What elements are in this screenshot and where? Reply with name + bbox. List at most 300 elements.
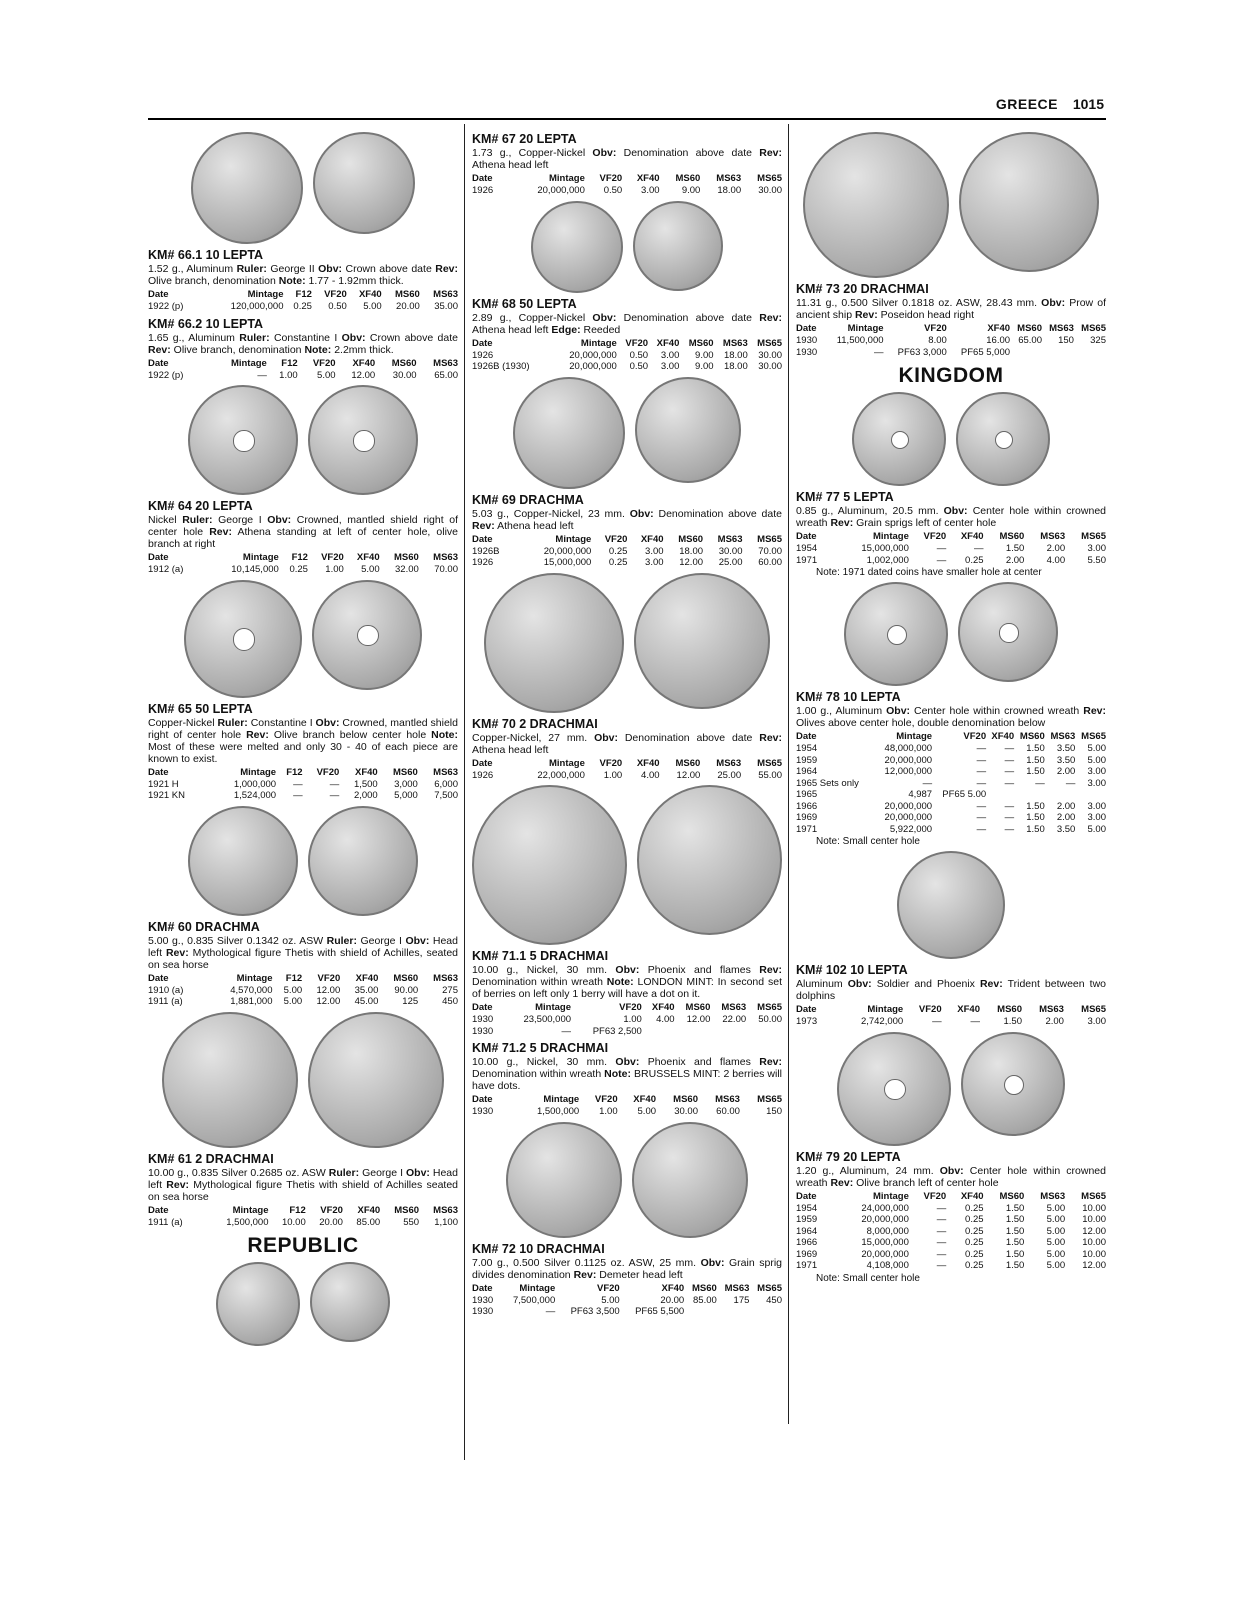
coin-reverse-image xyxy=(637,785,782,935)
table-cell: 30.00 xyxy=(392,369,417,381)
table-row xyxy=(796,743,1106,755)
entry-description xyxy=(148,717,458,765)
price-table xyxy=(796,531,1106,566)
table-cell: — xyxy=(1004,800,1015,812)
field-label: Rev: xyxy=(246,728,269,741)
entry-title: KM# 71.2 5 DRACHMAI xyxy=(472,1041,609,1055)
table-cell: PF65 5,500 xyxy=(635,1306,685,1317)
column-header: MS60 xyxy=(685,1002,711,1013)
field-text: Athena head left xyxy=(472,159,549,171)
entry-note: Note: Small center hole xyxy=(816,1272,920,1284)
column-header: Date xyxy=(796,731,817,742)
table-cell: — xyxy=(329,790,340,801)
entry-title: KM# 69 DRACHMA xyxy=(472,492,584,507)
field-label: Obv: xyxy=(939,1164,964,1177)
catalog-entry xyxy=(796,490,1106,578)
table-cell: 15,000,000 xyxy=(543,557,592,568)
table-cell: 450 xyxy=(766,1294,782,1306)
table-cell: 3.50 xyxy=(1056,823,1076,835)
field-label: Rev: xyxy=(830,517,854,529)
table-cell: 20,000,000 xyxy=(884,800,933,812)
column-header: VF20 xyxy=(963,731,987,742)
table-cell: 70.00 xyxy=(434,564,458,575)
entry-title: KM# 64 20 LEPTA xyxy=(148,499,253,513)
table-cell: 30.00 xyxy=(674,1106,698,1117)
catalog-entry xyxy=(148,702,458,802)
table-cell: 1910 (a) xyxy=(148,984,184,996)
table-cell: 65.00 xyxy=(1018,335,1042,346)
table-row xyxy=(472,1026,782,1038)
table-cell: 18.00 xyxy=(717,185,742,196)
field-text: Prow of ancient ship xyxy=(796,297,1106,321)
table-row xyxy=(148,1217,458,1229)
field-label: Rev: xyxy=(148,343,171,356)
table-cell: — xyxy=(1004,812,1015,823)
table-header-row xyxy=(796,731,1106,743)
table-cell: 1922 (p) xyxy=(148,369,184,381)
table-cell: 2,742,000 xyxy=(860,1016,904,1027)
coin-images xyxy=(796,132,1106,278)
coin-obverse-image xyxy=(897,851,1005,959)
table-cell: 3.00 xyxy=(641,185,660,196)
table-cell: 1.50 xyxy=(1026,743,1045,754)
coin-images xyxy=(796,392,1106,486)
table-row xyxy=(472,1014,782,1026)
coin-reverse-image xyxy=(958,582,1058,682)
table-cell: 1912 (a) xyxy=(148,564,184,575)
column-header: MS63 xyxy=(717,533,743,545)
entry-note: Note: 1971 dated coins have smaller hole at center xyxy=(816,567,1042,578)
column-header: MS65 xyxy=(1081,1190,1106,1202)
column-header: Date xyxy=(472,1094,493,1105)
field-label: Obv: xyxy=(318,263,343,275)
table-row xyxy=(472,185,782,197)
field-text: Trident between two dolphins xyxy=(796,978,1106,1002)
table-cell: PF63 2,500 xyxy=(592,1025,642,1037)
table-cell: 1971 xyxy=(796,1260,818,1271)
table-header-row xyxy=(472,173,782,185)
coin-reverse-image xyxy=(633,201,723,291)
field-text: Phoenix and flames xyxy=(639,1056,760,1068)
table-cell: — xyxy=(936,1248,947,1260)
table-cell: 11,500,000 xyxy=(836,335,884,346)
field-text: BRUSSELS MINT: 2 berries will have dots. xyxy=(472,1068,782,1092)
table-cell: — xyxy=(561,1025,572,1037)
table-row xyxy=(472,557,782,569)
column-header: VF20 xyxy=(320,1204,343,1216)
table-cell: 1,100 xyxy=(434,1216,458,1228)
field-label: Rev: xyxy=(1083,705,1106,717)
table-header-row xyxy=(472,1002,782,1014)
field-text: 10.00 g., Nickel, 30 mm. xyxy=(472,1056,616,1068)
table-cell: 9.00 xyxy=(695,349,714,361)
table-cell: 0.50 xyxy=(603,185,623,196)
table-cell: 4,570,000 xyxy=(230,984,273,996)
column-header: MS63 xyxy=(433,289,458,300)
table-cell: 1965 xyxy=(796,789,818,800)
table-cell: 0.25 xyxy=(608,545,628,557)
table-cell: 5.00 xyxy=(361,564,380,575)
column-header: XF40 xyxy=(636,757,660,769)
field-text: Olive branch left of center hole xyxy=(853,1176,999,1189)
price-table xyxy=(148,552,458,576)
column-header: Mintage xyxy=(548,173,585,184)
table-cell xyxy=(1075,789,1106,801)
table-row xyxy=(796,543,1106,555)
table-cell: 1926 xyxy=(472,349,494,361)
entry-description xyxy=(796,978,1106,1002)
column-header: Mintage xyxy=(872,1190,909,1202)
table-cell: 1911 (a) xyxy=(148,996,183,1007)
column-header: MS60 xyxy=(393,766,418,778)
column-header: MS65 xyxy=(757,173,782,184)
table-cell: — xyxy=(293,790,303,801)
table-cell: — xyxy=(936,1202,947,1214)
field-text: Olive branch, denomination xyxy=(170,343,305,356)
field-text: Denomination above date xyxy=(616,147,760,159)
column-header: MS65 xyxy=(1081,323,1106,334)
coin-obverse-image xyxy=(191,132,303,244)
coin-obverse-image xyxy=(188,385,298,495)
field-text: George II xyxy=(266,263,319,275)
table-cell: 32.00 xyxy=(395,564,419,575)
column-header: XF40 xyxy=(656,337,680,349)
column-header: Mintage xyxy=(543,1094,580,1105)
field-text: Demeter head left xyxy=(596,1268,683,1281)
entry-description xyxy=(148,1167,458,1203)
table-row xyxy=(472,1106,782,1118)
column-header: Mintage xyxy=(519,1282,556,1294)
column-header: Mintage xyxy=(230,357,267,369)
column-header: Mintage xyxy=(896,731,933,742)
table-cell: 3.00 xyxy=(660,349,680,361)
table-cell: — xyxy=(257,369,267,381)
column-header: MS63 xyxy=(433,1204,458,1216)
column-header: Mintage xyxy=(872,531,909,542)
field-label: Rev: xyxy=(166,1178,190,1191)
table-cell: 0.25 xyxy=(965,1237,984,1248)
table-row xyxy=(796,801,1106,813)
table-header-row xyxy=(148,973,458,985)
table-row xyxy=(796,555,1106,567)
table-row xyxy=(148,790,458,802)
table-row xyxy=(472,770,782,782)
column-header: VF20 xyxy=(918,1004,942,1015)
column-header: MS60 xyxy=(675,173,701,184)
column-header: Date xyxy=(796,323,817,334)
table-row xyxy=(148,985,458,997)
table-cell: 1.50 xyxy=(1005,543,1025,554)
column-header: VF20 xyxy=(317,972,341,984)
field-text: George I xyxy=(356,934,406,947)
table-cell: 20.00 xyxy=(319,1216,343,1228)
table-cell xyxy=(1042,347,1074,359)
entry-title: KM# 70 2 DRACHMAI xyxy=(472,716,598,731)
table-cell: 2.00 xyxy=(1056,800,1076,812)
table-cell: 3.00 xyxy=(1087,543,1106,554)
table-cell: 1,500,000 xyxy=(226,1216,269,1228)
table-cell: 55.00 xyxy=(758,769,782,781)
table-cell: 1.50 xyxy=(1005,1202,1025,1214)
field-label: Rev: xyxy=(830,1176,854,1189)
field-text: Athena head left xyxy=(494,519,574,532)
table-cell: 1.50 xyxy=(1026,754,1045,766)
coin-images xyxy=(796,582,1106,686)
price-table xyxy=(472,534,782,569)
table-cell: — xyxy=(936,1237,947,1248)
table-header-row xyxy=(472,534,782,546)
table-cell: 1.00 xyxy=(623,1014,642,1025)
price-table xyxy=(796,1191,1106,1272)
table-cell: 0.50 xyxy=(629,349,649,361)
table-cell xyxy=(1074,347,1106,359)
table-cell: 20,000,000 xyxy=(543,545,592,557)
table-cell: 8.00 xyxy=(928,335,947,346)
column-header: VF20 xyxy=(324,289,347,300)
table-cell: 20,000,000 xyxy=(861,1214,909,1225)
table-cell: — xyxy=(329,778,340,790)
entry-title: KM# 72 10 DRACHMAI xyxy=(472,1241,605,1256)
table-cell: 0.50 xyxy=(629,361,649,372)
column-header: MS65 xyxy=(757,757,782,769)
table-cell: — xyxy=(936,1260,947,1271)
field-text: Crown above date xyxy=(365,331,458,344)
field-label: Rev: xyxy=(759,964,782,976)
table-cell: 12.00 xyxy=(316,984,341,996)
table-cell: PF63 3,000 xyxy=(897,346,947,358)
price-table xyxy=(472,1094,782,1118)
coin-obverse-image xyxy=(472,785,627,945)
field-text: Reeded xyxy=(580,323,621,336)
table-cell: 1.50 xyxy=(1026,766,1045,777)
section-heading-republic: REPUBLIC xyxy=(247,1234,359,1257)
table-header-row xyxy=(148,289,458,301)
table-row xyxy=(796,1260,1106,1272)
table-cell: 1959 xyxy=(796,754,818,766)
table-cell: 85.00 xyxy=(693,1294,717,1306)
column-header: MS65 xyxy=(1081,1004,1106,1015)
coin-obverse-image xyxy=(506,1122,622,1238)
column-header: MS63 xyxy=(1040,1190,1066,1202)
catalog-entry xyxy=(472,297,782,373)
table-row xyxy=(796,766,1106,778)
field-label: Obv: xyxy=(592,311,617,324)
entry-description xyxy=(148,935,458,971)
column-header: Mintage xyxy=(236,972,273,984)
column-header: MS60 xyxy=(999,531,1025,542)
field-text: Soldier and Phoenix xyxy=(871,978,980,990)
table-cell: 1930 xyxy=(472,1014,494,1025)
field-text: 0.85 g., Aluminum, 20.5 mm. xyxy=(796,505,944,517)
table-cell: — xyxy=(976,754,987,766)
table-cell: — xyxy=(545,1306,556,1317)
table-cell: 325 xyxy=(1090,335,1106,346)
field-label: Obv: xyxy=(315,716,340,729)
table-cell: 30.00 xyxy=(758,361,782,372)
table-cell: 120,000,000 xyxy=(230,301,284,312)
table-cell: 1.00 xyxy=(325,564,344,575)
table-cell: 6,000 xyxy=(434,778,458,790)
field-text: Olives above center hole, double denomination below xyxy=(796,717,1046,729)
table-row xyxy=(796,1237,1106,1249)
column-header: F12 xyxy=(291,552,308,563)
column-header: MS60 xyxy=(393,552,419,563)
coin-reverse-image xyxy=(956,392,1050,486)
section-heading-kingdom: KINGDOM xyxy=(898,364,1004,387)
entry-description xyxy=(472,732,782,756)
column-header: Mintage xyxy=(232,1204,269,1216)
column-header: XF40 xyxy=(352,357,376,369)
table-cell: 1966 xyxy=(796,1237,818,1248)
entry-title: KM# 79 20 LEPTA xyxy=(796,1149,901,1164)
field-label: Note: xyxy=(278,275,306,287)
field-text: Poseidon head right xyxy=(877,309,975,321)
coin-reverse-image xyxy=(308,385,418,495)
table-cell: 1973 xyxy=(796,1016,818,1027)
column-1 xyxy=(148,128,458,1350)
coin-images xyxy=(472,785,782,945)
table-cell: 12.00 xyxy=(676,769,701,781)
table-cell: 0.25 xyxy=(965,1248,984,1260)
table-cell: 8,000,000 xyxy=(866,1225,909,1237)
table-cell: 1926B xyxy=(472,545,500,557)
table-cell: 1.50 xyxy=(1026,823,1045,835)
table-cell: 0.25 xyxy=(965,1214,984,1225)
table-cell: 5.00 xyxy=(1046,1260,1066,1271)
column-header: MS60 xyxy=(391,357,417,369)
coin-obverse-image xyxy=(844,582,948,686)
column-3 xyxy=(796,128,1106,1284)
field-label: Ruler: xyxy=(239,331,270,344)
table-cell: 0.25 xyxy=(289,564,308,575)
field-text: Center hole within crowned wreath xyxy=(796,1164,1106,1189)
entry-description xyxy=(472,508,782,532)
column-header: Date xyxy=(796,1190,817,1202)
table-cell: — xyxy=(1004,754,1015,766)
table-cell: 0.25 xyxy=(965,1225,984,1237)
table-header-row xyxy=(796,1191,1106,1203)
column-header: MS60 xyxy=(1019,731,1045,742)
table-cell: 5.00 xyxy=(1046,1214,1066,1225)
table-cell: 1926 xyxy=(472,769,494,781)
column-header: VF20 xyxy=(312,357,336,369)
table-cell: 20,000,000 xyxy=(569,349,617,361)
coin-reverse-image xyxy=(308,1012,444,1148)
column-header: MS63 xyxy=(1050,731,1076,742)
field-text: Crown above date xyxy=(342,263,436,275)
table-cell: — xyxy=(936,543,947,554)
table-cell: 50.00 xyxy=(758,1014,782,1025)
table-cell: — xyxy=(1004,777,1015,789)
entry-title: KM# 102 10 LEPTA xyxy=(796,963,908,977)
entry-title: KM# 66.2 10 LEPTA xyxy=(148,316,264,331)
table-cell: — xyxy=(932,1016,942,1027)
table-cell: 10,145,000 xyxy=(231,564,279,575)
field-text: 1.52 g., Aluminum xyxy=(148,263,237,275)
price-table xyxy=(796,1004,1106,1028)
field-text: Aluminum xyxy=(796,978,848,990)
table-cell: 1.00 xyxy=(599,1106,618,1117)
table-cell: PF63 3,500 xyxy=(570,1306,620,1317)
table-row xyxy=(148,996,458,1008)
field-label: Note: xyxy=(606,976,634,988)
column-header: XF40 xyxy=(957,1004,981,1015)
field-text: George I xyxy=(359,1166,406,1179)
table-cell: 24,000,000 xyxy=(861,1202,909,1214)
coin-obverse-image xyxy=(184,580,302,698)
table-cell: 45.00 xyxy=(354,996,379,1007)
table-cell: 5.00 xyxy=(1046,1202,1066,1214)
table-cell: 1954 xyxy=(796,743,818,754)
column-header: MS60 xyxy=(673,1094,698,1105)
table-cell xyxy=(986,789,1014,801)
table-cell: 48,000,000 xyxy=(884,743,933,754)
column-header: XF40 xyxy=(661,1282,685,1294)
table-cell: 1.50 xyxy=(1005,1260,1025,1271)
entry-title: KM# 60 DRACHMA xyxy=(148,919,260,934)
coin-reverse-image xyxy=(312,580,422,690)
coin-reverse-image xyxy=(635,377,741,483)
table-cell: 5.00 xyxy=(317,369,336,381)
column-header: Mintage xyxy=(847,323,884,334)
table-cell: 2.00 xyxy=(1046,543,1066,554)
column-header: VF20 xyxy=(625,337,649,349)
entry-description xyxy=(472,312,782,336)
table-cell: 4,108,000 xyxy=(866,1260,909,1271)
field-text: Denomination above date xyxy=(616,311,760,324)
catalog-entry xyxy=(796,963,1106,1028)
table-row xyxy=(796,1214,1106,1226)
table-cell: — xyxy=(970,1016,981,1027)
table-cell: 10.00 xyxy=(1082,1248,1106,1260)
coin-obverse-image xyxy=(852,392,946,486)
table-cell: 1,500,000 xyxy=(536,1106,580,1117)
entry-description xyxy=(148,263,458,287)
table-cell: 5,000 xyxy=(394,790,418,801)
entry-description xyxy=(796,705,1106,729)
table-cell: — xyxy=(976,777,987,789)
catalog-entry xyxy=(148,317,458,382)
field-text: Grain sprigs left of center hole xyxy=(853,517,997,529)
table-row xyxy=(796,1226,1106,1238)
column-header: VF20 xyxy=(599,757,623,769)
table-cell: 1964 xyxy=(796,1225,818,1237)
table-cell: 1.50 xyxy=(1005,1214,1025,1225)
price-table xyxy=(148,289,458,313)
price-table xyxy=(472,338,782,373)
coin-obverse-image xyxy=(513,377,625,489)
table-row xyxy=(148,370,458,382)
table-header-row xyxy=(148,552,458,564)
entry-description xyxy=(472,1257,782,1281)
column-header: Date xyxy=(472,1282,493,1294)
table-cell: 3.00 xyxy=(1087,1016,1106,1027)
field-text: 2.89 g., Copper-Nickel xyxy=(472,311,593,324)
field-text: Phoenix and flames xyxy=(639,964,760,976)
column-header: XF40 xyxy=(987,323,1011,334)
coin-images xyxy=(148,1262,458,1346)
field-text: Athena standing at left of center hole, olive branch at right xyxy=(148,526,458,550)
column-header: MS60 xyxy=(678,533,704,545)
table-cell: 4.00 xyxy=(641,769,660,781)
table-cell: 7,500 xyxy=(434,790,458,801)
column-header: MS60 xyxy=(1017,323,1042,334)
table-cell: 20.00 xyxy=(396,301,420,312)
field-label: Rev: xyxy=(759,731,782,744)
coin-reverse-image xyxy=(634,573,770,709)
table-cell: 23,500,000 xyxy=(523,1014,572,1025)
field-label: Obv: xyxy=(886,705,911,717)
